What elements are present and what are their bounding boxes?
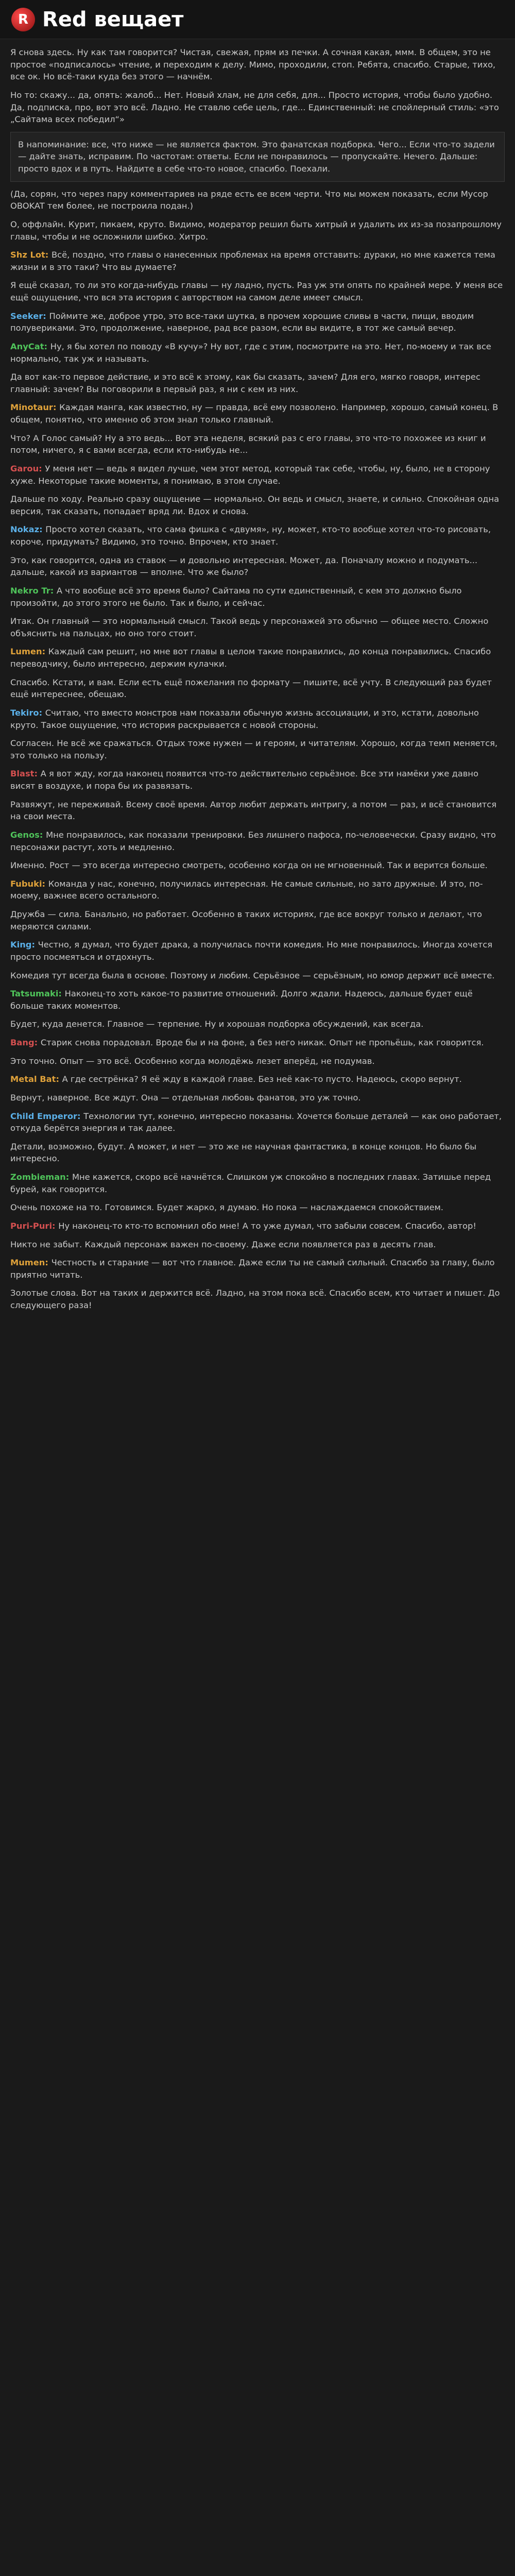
- comment-author[interactable]: Zombieman:: [10, 1172, 72, 1182]
- post-content: [0, 39, 515, 1312]
- comment-author[interactable]: Bang:: [10, 1038, 41, 1047]
- comment-text: Честность и старание — вот что главное. Даже если ты не самый сильный. Спасибо за главу, было приятно читать.: [10, 1258, 495, 1280]
- comment-author[interactable]: Minotaur:: [10, 402, 60, 413]
- reply: [10, 1239, 505, 1251]
- comment-author[interactable]: Nokaz:: [10, 524, 46, 535]
- comment: [10, 523, 505, 548]
- comment-text: Команда у нас, конечно, получилась интересная. Не самые сильные, но зато дружные. И это, по-моему, важнее всего остального.: [10, 878, 483, 901]
- comment-text: Ну наконец-то кто-то вспомнил обо мне! А то уже думал, что забыли совсем. Спасибо, автор!: [58, 1221, 476, 1231]
- comment-text: Очень похоже на то. Готовимся. Будет жарко, я думаю. Но пока — наслаждаемся спокойствием.: [10, 1202, 443, 1213]
- comment: [10, 341, 505, 365]
- comment-text: А что вообще всё это время было? Сайтама по сути единственный, с кем это должно было произойти, до этого этого не было. Так и было, и сейчас.: [10, 585, 462, 608]
- comment-text: Мне кажется, скоро всё начнётся. Слишком уж спокойно в последних главах. Затишье перед бурей, как говорится.: [10, 1172, 491, 1194]
- intro-paragraph: Но то: скажу... да, опять: жалоб... Нет. Новый хлам, не для себя, для... Просто история, чтобы было удобно. Да, подписка, про, вот это всё. Ладно. Не ставлю себе цель, где... Единственный: не спойлерный стиль: «это „Сайтама всех победил“»: [10, 90, 499, 125]
- reply: [10, 1141, 505, 1165]
- comment: [10, 829, 505, 853]
- comment-text: Да вот как-то первое действие, и это всё к этому, как бы сказать, зачем? Для его, мягко говоря, интерес главный: зачем? Вы поговорили в первый раз, я ни с кем из них.: [10, 372, 480, 394]
- notice-text: В напоминание: все, что ниже — не является фактом. Это фанатская подборка. Чего... Если что-то задели — дайте знать, исправим. По частотам: ответы. Если не понравилось — пропускайте. Нечего. Дальше: просто вдох и в путь. Найдите в себе что-то новое, спасибо. Поехали.: [18, 139, 495, 174]
- comment-author[interactable]: Fubuki:: [10, 878, 48, 889]
- comment-author[interactable]: Mumen:: [10, 1258, 52, 1268]
- channel-logo[interactable]: R: [11, 8, 35, 31]
- comment-text: Поймите же, доброе утро, это все-таки шутка, в прочем хорошие сливы в части, пищи, вводим полувериками. Это, продолжение, наверное, рад все разом, если вы видите, в тот же самый вечер.: [10, 311, 474, 333]
- comment: [10, 1037, 505, 1049]
- comment-text: Каждый сам решит, но мне вот главы в целом такие понравились, до конца понравились. Спасибо переводчику, было интересно, держим кулачки.: [10, 647, 491, 669]
- comment-text: Согласен. Не всё же сражаться. Отдых тоже нужен — и героям, и читателям. Хорошо, когда темп меняется, это только на пользу.: [10, 738, 498, 760]
- comment-text: Вернут, наверное. Все ждут. Она — отдельная любовь фанатов, это уж точно.: [10, 1092, 361, 1103]
- reply: [10, 676, 505, 701]
- intro-paragraph: Я снова здесь. Ну как там говорится? Чистая, свежая, прям из печки. А сочная какая, ммм. В общем, это не простое «подписалось» чтение, и переходим к делу. Мимо, проходили, стоп. Ребята, спасибо. Старые, тихо, все ок. Но всё-таки куда без этого — начнём.: [10, 47, 496, 82]
- comment: [10, 249, 505, 273]
- reply: [10, 493, 505, 517]
- comment: [10, 707, 505, 731]
- comment-text: Просто хотел сказать, что сама фишка с «двумя», ну, может, кто-то вообще хотел что-то рисовать, короче, придумать? Видимо, это точно. Впрочем, кто знает.: [10, 524, 491, 547]
- comment-text: Дальше по ходу. Реально сразу ощущение — нормально. Он ведь и смысл, знаете, и сильно. Спокойная одна версия, так сказать, попадает вряд ли. Вдох и снова.: [10, 494, 500, 516]
- comment-text: Комедия тут всегда была в основе. Поэтому и любим. Серьёзное — серьёзным, но юмор держит всё вместе.: [10, 970, 495, 980]
- reply: [10, 371, 505, 395]
- comment-author[interactable]: Shz Lot:: [10, 250, 52, 260]
- comment-text: Это, как говорится, одна из ставок — и довольно интересная. Может, да. Поначалу можно и подумать... дальше, какой из вариантов — вполне. Что же было?: [10, 555, 478, 578]
- comment-text: Итак. Он главный — это нормальный смысл. Такой ведь у персонажей это обычно — общее место. Сложно объяснить на пальцах, но оно того стоит.: [10, 616, 489, 638]
- comment-text: Никто не забыт. Каждый персонаж важен по-своему. Даже если появляется раз в десять глав.: [10, 1239, 436, 1249]
- comment: [10, 988, 505, 1012]
- comment: [10, 1257, 505, 1281]
- comment-text: Именно. Рост — это всегда интересно смотреть, особенно когда он не мгновенный. Так и верится больше.: [10, 860, 488, 871]
- channel-title: Red вещает: [42, 7, 184, 31]
- reply: [10, 1018, 505, 1030]
- comment: [10, 939, 505, 963]
- reply: [10, 432, 505, 456]
- comment-text: Дружба — сила. Банально, но работает. Особенно в таких историях, где все вокруг только и делают, что меряются силами.: [10, 909, 483, 931]
- reply: [10, 859, 505, 872]
- reply: [10, 1287, 505, 1311]
- reply: [10, 218, 505, 243]
- comment-author[interactable]: Child Emperor:: [10, 1111, 84, 1121]
- header: [0, 0, 515, 39]
- reply: [10, 1201, 505, 1214]
- comment-text: Будет, куда денется. Главное — терпение. Ну и хорошая подборка обсуждений, как всегда.: [10, 1019, 424, 1029]
- comment-text: А я вот жду, когда наконец появится что-то действительно серьёзное. Все эти намёки уже давно висят в воздухе, и пора бы их развязать.: [10, 769, 478, 791]
- comment-text: Золотые слова. Вот на таких и держится всё. Ладно, на этом пока всё. Спасибо всем, кто читает и пишет. До следующего раза!: [10, 1288, 500, 1310]
- comment-list: [10, 188, 505, 1312]
- reply: [10, 279, 505, 303]
- comment-author[interactable]: Seeker:: [10, 311, 49, 321]
- reply: [10, 188, 505, 212]
- reply: [10, 554, 505, 579]
- comment-author[interactable]: Blast:: [10, 769, 41, 779]
- comment: [10, 585, 505, 609]
- comment: [10, 768, 505, 792]
- comment: [10, 1073, 505, 1086]
- notice-box: [10, 132, 505, 182]
- comment-text: Это точно. Опыт — это всё. Особенно когда молодёжь лезет вперёд, не подумав.: [10, 1056, 375, 1066]
- comment-text: А где сестрёнка? Я её жду в каждой главе. Без неё как-то пусто. Надеюсь, скоро вернут.: [62, 1074, 462, 1084]
- comment-author[interactable]: Genos:: [10, 829, 46, 840]
- comment-text: Спасибо. Кстати, и вам. Если есть ещё пожелания по формату — пишите, всё учту. В следующий раз будет ещё интереснее, обещаю.: [10, 677, 492, 700]
- comment: [10, 878, 505, 902]
- comment-text: Старик снова порадовал. Вроде бы и на фоне, а без него никак. Опыт не пропьёшь, как говорится.: [40, 1038, 484, 1047]
- comment-author[interactable]: AnyCat:: [10, 341, 50, 351]
- comment-text: Что? А Голос самый? Ну а это ведь... Вот эта неделя, всякий раз с его главы, это что-то похожее из книг и потом, ничего, я с вами всегда, если кто-нибудь не...: [10, 433, 486, 455]
- comment-author[interactable]: King:: [10, 940, 38, 950]
- comment: [10, 401, 505, 426]
- reply: [10, 615, 505, 639]
- comment-author[interactable]: Lumen:: [10, 647, 48, 657]
- comment: [10, 463, 505, 487]
- reply: [10, 737, 505, 761]
- comment-text: Развяжут, не переживай. Всему своё время. Автор любит держать интригу, а потом — раз, и всё становится на свои места.: [10, 799, 497, 822]
- comment-text: У меня нет — ведь я видел лучше, чем этот метод, который так себе, чтобы, ну, было, не в сторону хуже. Некоторые такие моменты, я понимаю, в этом случае.: [10, 463, 490, 486]
- comment-text: Наконец-то хоть какое-то развитие отношений. Долго ждали. Надеюсь, дальше будет ещё больше таких моментов.: [10, 989, 473, 1011]
- comment-author[interactable]: Garou:: [10, 463, 45, 473]
- comment-author[interactable]: Metal Bat:: [10, 1074, 62, 1084]
- reply: [10, 1055, 505, 1067]
- reply: [10, 970, 505, 982]
- comment-author[interactable]: Tatsumaki:: [10, 989, 65, 999]
- comment: [10, 1220, 505, 1232]
- comment: [10, 1171, 505, 1195]
- comment-text: Мне понравилось, как показали тренировки. Без лишнего пафоса, по-человечески. Сразу видно, что персонажи растут, хоть и медленно.: [10, 829, 496, 852]
- comment-text: Считаю, что вместо монстров нам показали обычную жизнь ассоциации, и это, кстати, довольно круто. Такое ощущение, что история раскрывается с новой стороны.: [10, 707, 479, 730]
- comment-text: Ну, я бы хотел по поводу «В кучу»? Ну вот, где с этим, посмотрите на это. Нет, по-моему и так все нормально, так уж и называть.: [10, 341, 491, 364]
- comment-text: Детали, возможно, будут. А может, и нет — это же не научная фантастика, в конце концов. Но было бы интересно.: [10, 1141, 477, 1164]
- comment-text: Всё, поздно, что главы о нанесенных проблемах на время отставить: дураки, но мне кажется тема жизни и в это таки? Что вы думаете?: [10, 250, 495, 272]
- comment: [10, 1110, 505, 1134]
- comment-author[interactable]: Puri-Puri:: [10, 1221, 59, 1231]
- reply: [10, 1092, 505, 1104]
- comment-text: Честно, я думал, что будет драка, а получилась почти комедия. Но мне понравилось. Иногда хочется просто посмеяться и отдохнуть.: [10, 940, 493, 962]
- comment-author[interactable]: Tekiro:: [10, 707, 45, 718]
- reply: [10, 799, 505, 823]
- comment-text: Технологии тут, конечно, интересно показаны. Хочется больше деталей — как оно работает, откуда берётся энергия и так далее.: [10, 1111, 502, 1133]
- comment-text: Каждая манга, как известно, ну — правда, всё ему позволено. Например, хорошо, самый конец. В общем, понятно, что именно об этом знал только главный.: [10, 402, 499, 425]
- comment: [10, 646, 505, 670]
- comment: [10, 310, 505, 334]
- reply: [10, 908, 505, 933]
- comment-text: (Да, сорян, что через пару комментариев на ряде есть ее всем черти. Что мы можем показать, если Мусор OBOKAT тем более, не построила подан.): [10, 189, 488, 211]
- comment-text: Я ещё сказал, то ли это когда-нибудь главы — ну ладно, пусть. Раз уж эти опять по крайней мере. У меня все ещё ощущение, что вся эта история с авторством на самом деле имеет смысл.: [10, 280, 503, 302]
- comment-author[interactable]: Nekro Tr:: [10, 585, 57, 596]
- comment-text: О, оффлайн. Курит, пикаем, круто. Видимо, модератор решил быть хитрый и удалить их из-за позапрошлому главы, чтобы и не осложнили шибко. Хитро.: [10, 219, 502, 242]
